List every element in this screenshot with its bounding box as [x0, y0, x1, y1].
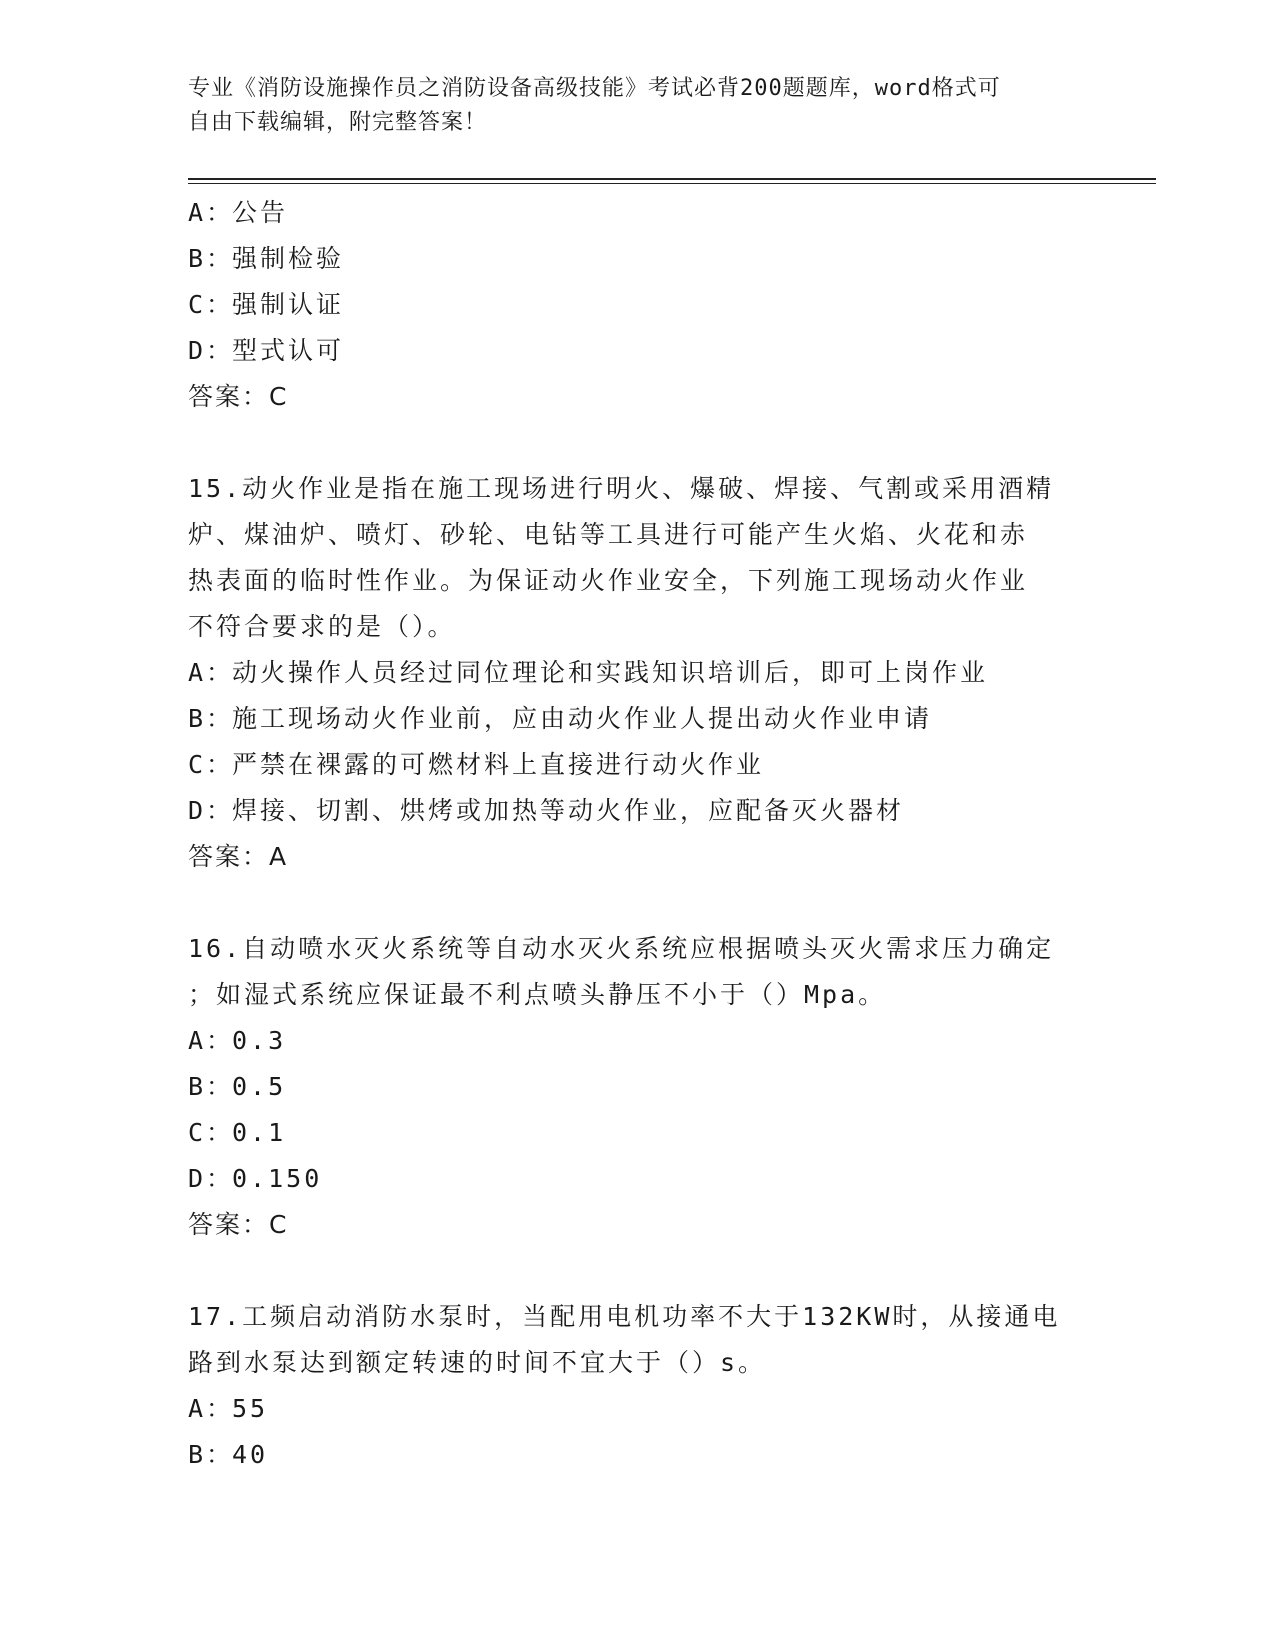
header-line-2: 自由下载编辑，附完整答案！ — [188, 110, 488, 135]
option-letter: D： — [188, 796, 235, 825]
option-letter: B： — [188, 1440, 235, 1469]
option-b — [188, 1432, 1088, 1478]
question-block-17 — [188, 1294, 1088, 1478]
option-text: 0.5 — [232, 1072, 287, 1101]
option-letter: C： — [188, 1118, 235, 1147]
option-letter: A： — [188, 658, 235, 687]
option-b — [188, 236, 1088, 282]
option-text: 0.3 — [232, 1026, 287, 1055]
option-letter: B： — [188, 1072, 235, 1101]
question-text-line: 16.自动喷水灭火系统等自动水灭火系统应根据喷头灭火需求压力确定 — [188, 934, 1055, 963]
question-text-line: 路到水泵达到额定转速的时间不宜大于（）s。 — [188, 1348, 767, 1377]
spacer — [188, 1248, 1088, 1294]
option-letter: C： — [188, 750, 235, 779]
option-text: 施工现场动火作业前，应由动火作业人提出动火作业申请 — [232, 704, 933, 733]
answer-line: 答案：C — [188, 382, 289, 411]
option-text: 0.150 — [232, 1164, 323, 1193]
option-text: 动火操作人员经过同位理论和实践知识培训后，即可上岗作业 — [232, 658, 989, 687]
question-block-14 — [188, 190, 1088, 420]
question-text-line: 炉、煤油炉、喷灯、砂轮、电钻等工具进行可能产生火焰、火花和赤 — [188, 520, 1029, 549]
option-text: 55 — [232, 1394, 269, 1423]
option-letter: A： — [188, 1026, 235, 1055]
document-header — [188, 72, 1088, 140]
question-block-15 — [188, 466, 1088, 880]
option-text: 强制认证 — [232, 290, 345, 319]
option-letter: C： — [188, 290, 235, 319]
option-a — [188, 190, 1088, 236]
option-d — [188, 1156, 1088, 1202]
option-a — [188, 1018, 1088, 1064]
question-text-line: ；如湿式系统应保证最不利点喷头静压不小于（）Mpa。 — [188, 980, 887, 1009]
option-text: 严禁在裸露的可燃材料上直接进行动火作业 — [232, 750, 765, 779]
question-text-line: 热表面的临时性作业。为保证动火作业安全，下列施工现场动火作业 — [188, 566, 1029, 595]
option-text: 焊接、切割、烘烤或加热等动火作业，应配备灭火器材 — [232, 796, 905, 825]
answer-line: 答案：C — [188, 1210, 289, 1239]
option-text: 0.1 — [232, 1118, 287, 1147]
option-letter: D： — [188, 336, 235, 365]
option-letter: A： — [188, 1394, 235, 1423]
option-b — [188, 696, 1088, 742]
question-list — [188, 190, 1088, 1478]
option-a — [188, 1386, 1088, 1432]
option-text: 强制检验 — [232, 244, 345, 273]
spacer — [188, 880, 1088, 926]
option-text: 公告 — [232, 198, 289, 227]
option-d — [188, 328, 1088, 374]
option-letter: A： — [188, 198, 235, 227]
answer-line: 答案：A — [188, 842, 289, 871]
header-rule-thick — [188, 178, 1156, 180]
header-rule-thin — [188, 183, 1156, 184]
question-text-line: 不符合要求的是（）。 — [188, 612, 456, 641]
option-letter: B： — [188, 244, 235, 273]
spacer — [188, 420, 1088, 466]
option-a — [188, 650, 1088, 696]
option-letter: B： — [188, 704, 235, 733]
question-text-line: 17.工频启动消防水泵时，当配用电机功率不大于132KW时，从接通电 — [188, 1302, 1061, 1331]
option-c — [188, 742, 1088, 788]
option-text: 40 — [232, 1440, 269, 1469]
option-c — [188, 282, 1088, 328]
option-letter: D： — [188, 1164, 235, 1193]
option-d — [188, 788, 1088, 834]
option-c — [188, 1110, 1088, 1156]
question-block-16 — [188, 926, 1088, 1248]
question-text-line: 15.动火作业是指在施工现场进行明火、爆破、焊接、气割或采用酒精 — [188, 474, 1055, 503]
option-b — [188, 1064, 1088, 1110]
header-line-1: 专业《消防设施操作员之消防设备高级技能》考试必背200题题库，word格式可 — [188, 76, 1001, 101]
option-text: 型式认可 — [232, 336, 345, 365]
